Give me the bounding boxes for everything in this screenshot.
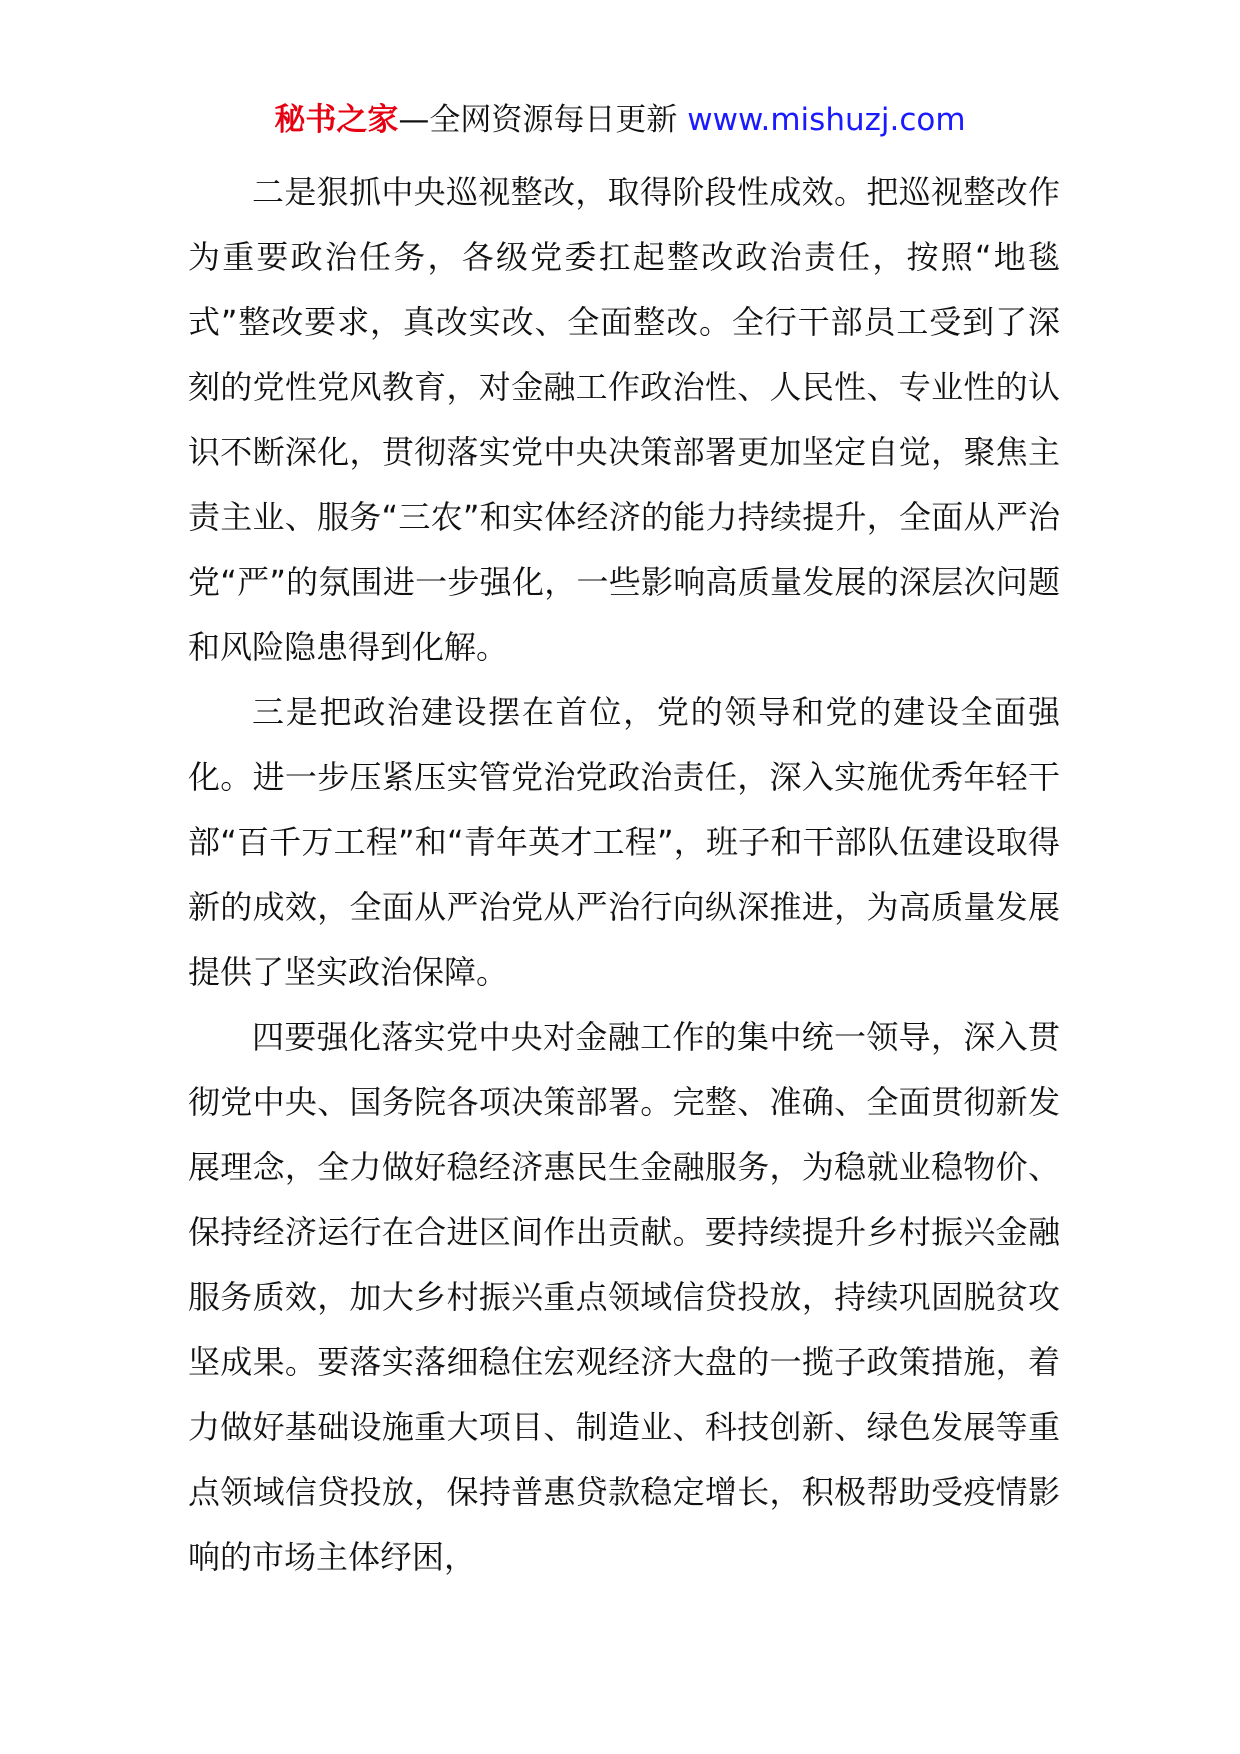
document-body: [188, 160, 1060, 1590]
paragraph-4: 四要强化落实党中央对金融工作的集中统一领导，深入贯彻党中央、国务院各项决策部署。完整、准确、全面贯彻新发展理念，全力做好稳经济惠民生金融服务，为稳就业稳物价、保持经济运行在合进区间作出贡献。要持续提升乡村振兴金融服务质效，加大乡村振兴重点领域信贷投放，持续巩固脱贫攻坚成果。要落实落细稳住宏观经济大盘的一揽子政策措施，着力做好基础设施重大项目、制造业、科技创新、绿色发展等重点领域信贷投放，保持普惠贷款稳定增长，积极帮助受疫情影响的市场主体纾困，: [188, 1018, 1060, 1576]
site-url[interactable]: www.mishuzj.com: [687, 102, 966, 138]
site-brand: 秘书之家: [274, 102, 399, 138]
page-header: [0, 98, 1240, 142]
paragraph-2: 二是狠抓中央巡视整改，取得阶段性成效。把巡视整改作为重要政治任务，各级党委扛起整改政治责任，按照“地毯式”整改要求，真改实改、全面整改。全行干部员工受到了深刻的党性党风教育，对金融工作政治性、人民性、专业性的认识不断深化，贯彻落实党中央决策部署更加坚定自觉，聚焦主责主业、服务“三农”和实体经济的能力持续提升，全面从严治党“严”的氛围进一步强化，一些影响高质量发展的深层次问题和风险隐患得到化解。: [188, 173, 1060, 666]
site-tagline: —全网资源每日更新: [398, 102, 688, 138]
paragraph-3: 三是把政治建设摆在首位，党的领导和党的建设全面强化。进一步压紧压实管党治党政治责任，深入实施优秀年轻干部“百千万工程”和“青年英才工程”，班子和干部队伍建设取得新的成效，全面从严治党从严治行向纵深推进，为高质量发展提供了坚实政治保障。: [188, 693, 1060, 991]
